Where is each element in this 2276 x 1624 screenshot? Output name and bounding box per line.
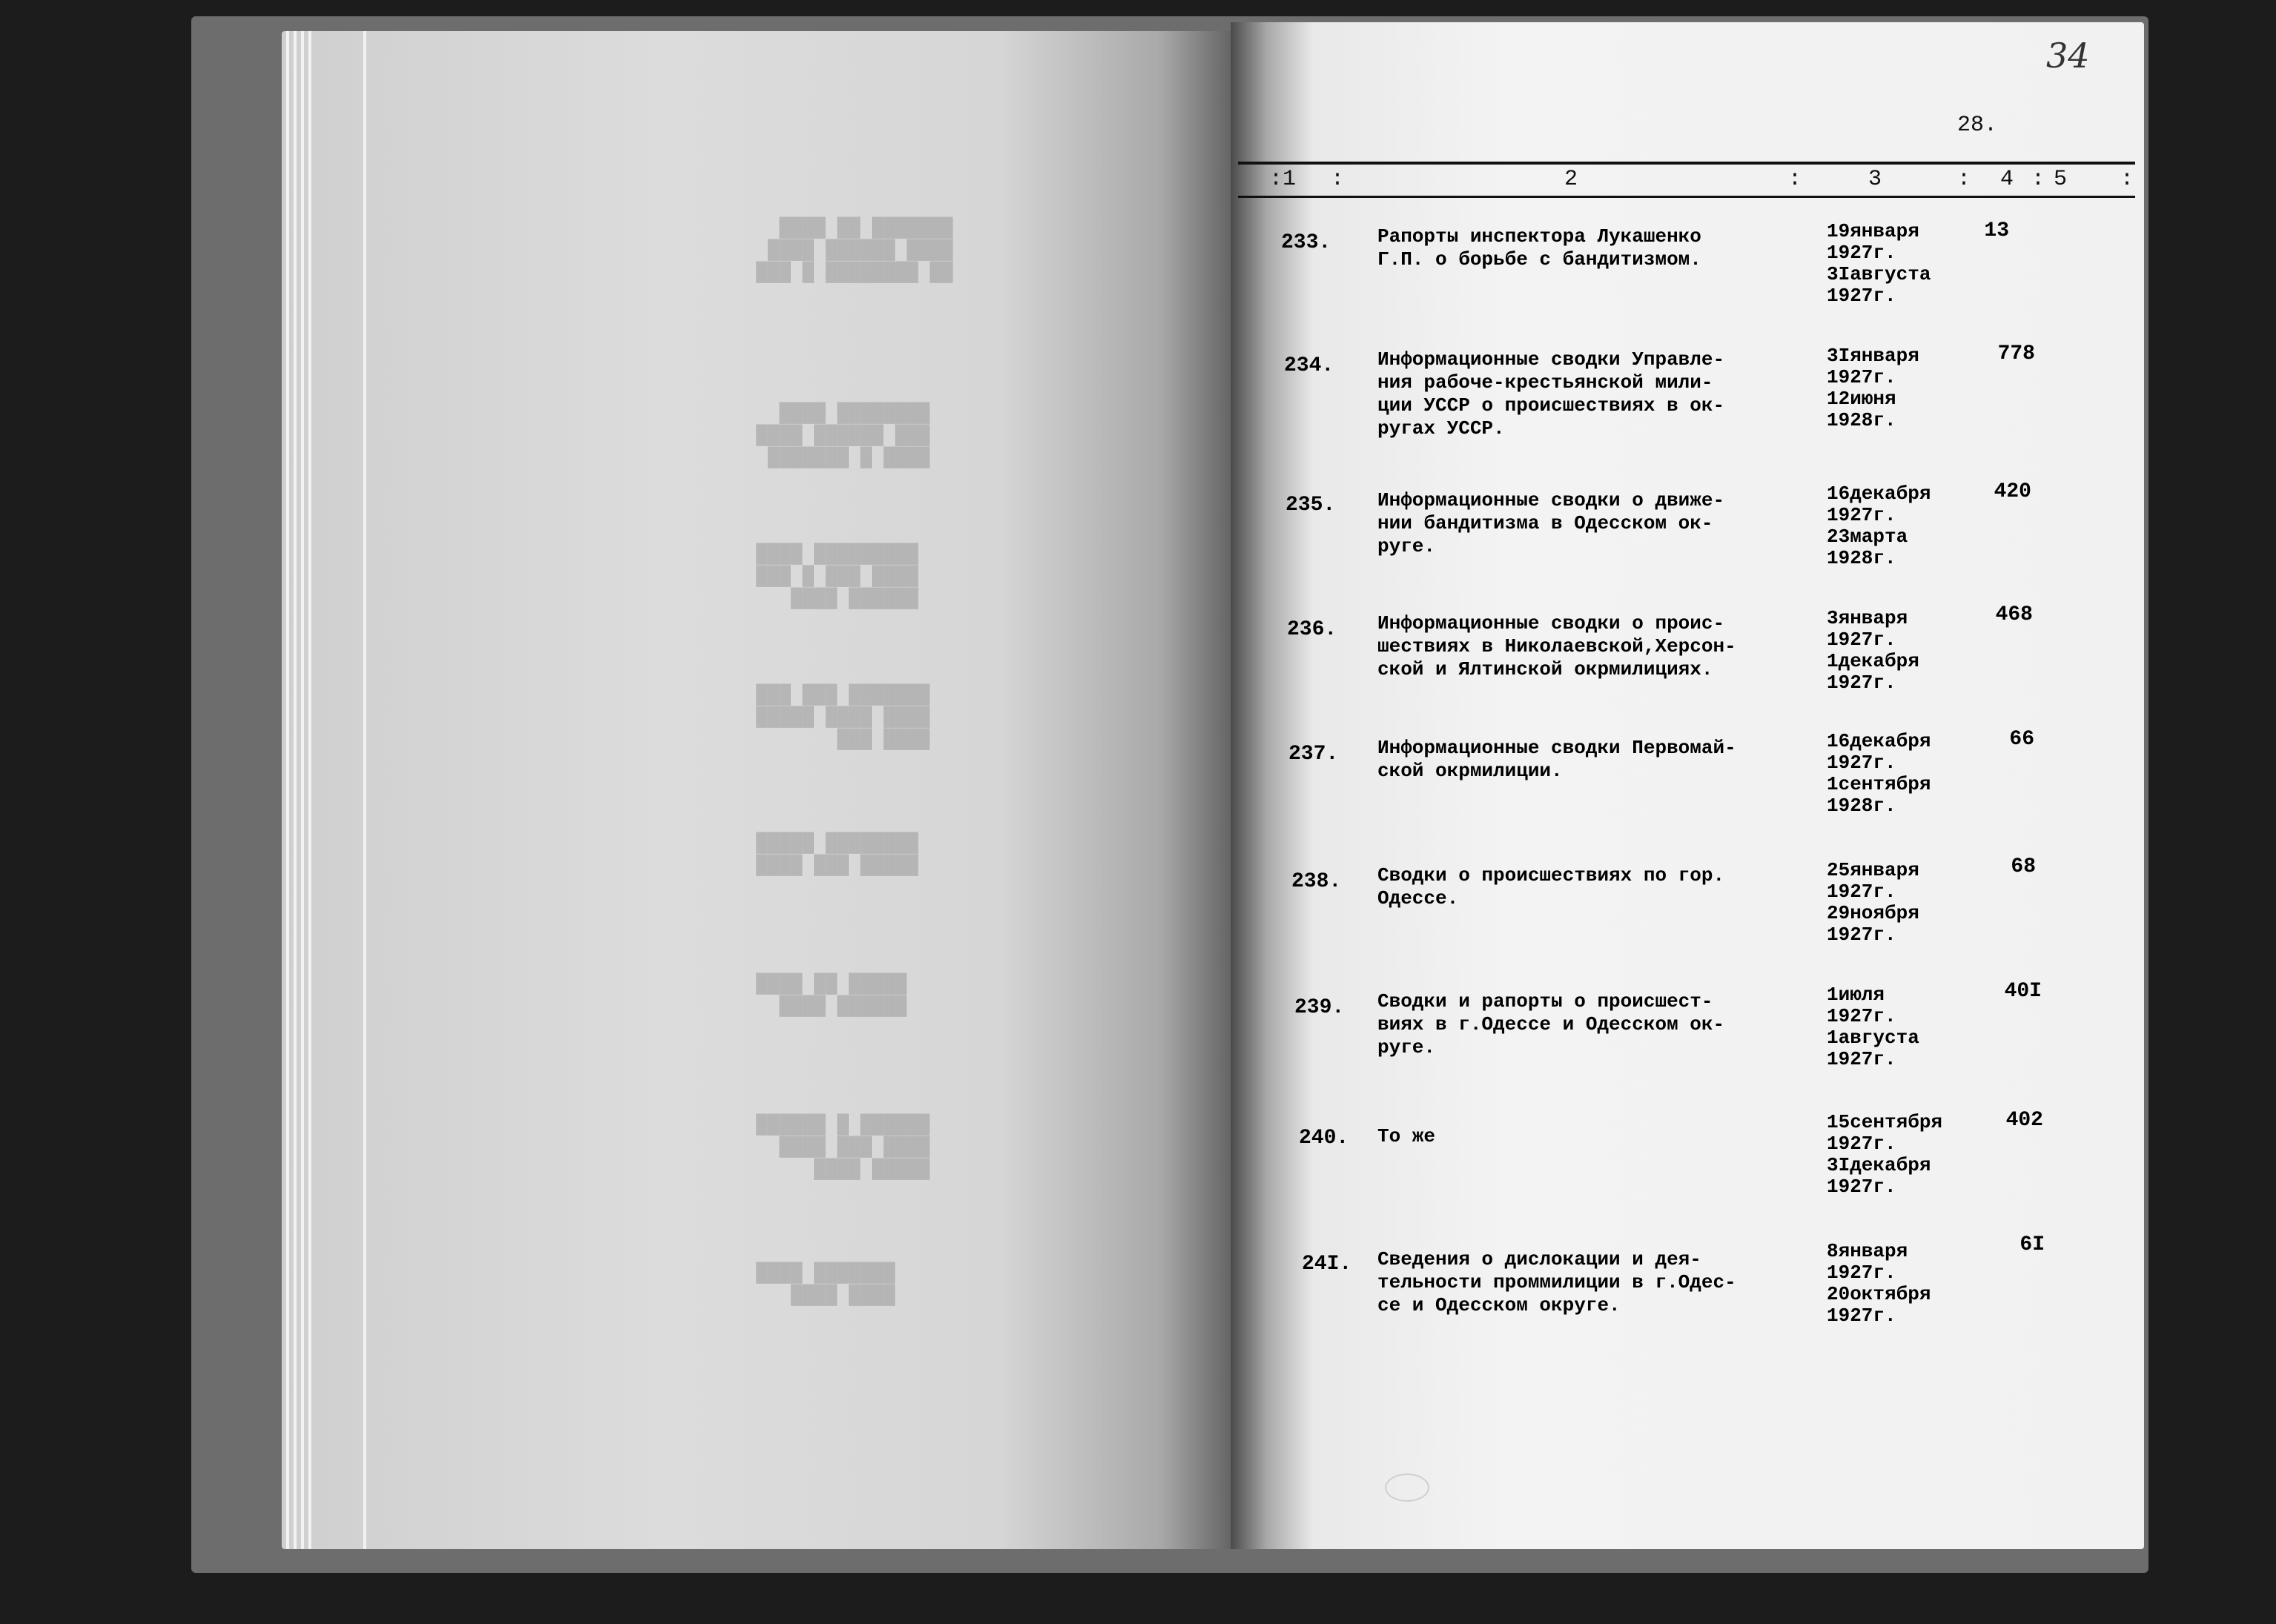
entry-dates: 15сентября 1927г. 3Iдекабря 1927г.	[1827, 1111, 1943, 1198]
entry-description: То же	[1377, 1125, 1436, 1147]
archive-sheet-number: 34	[2046, 36, 2090, 76]
page-edge	[363, 31, 366, 1549]
entry-number: 235.	[1286, 494, 1336, 517]
table-header-rule	[1238, 162, 2135, 165]
entry-number: 237.	[1288, 743, 1339, 766]
column-separator: :	[1269, 167, 1283, 192]
entry-dates: 8января 1927г. 20октября 1927г.	[1827, 1240, 1931, 1327]
mirrored-text: ███████ ████ ████ ████	[756, 1262, 896, 1306]
column-header: 3	[1868, 167, 1882, 192]
faint-stamp-mark	[1385, 1474, 1429, 1502]
entry-dates: 3января 1927г. 1декабря 1927г.	[1827, 607, 1919, 694]
entry-description: Информационные сводки Первомай- ской окрмилиции.	[1377, 737, 1736, 782]
column-header: 2	[1564, 167, 1578, 192]
entry-sheet-count: 6I	[2019, 1233, 2045, 1256]
entry-description: Информационные сводки о проис- шествиях в Николаевской,Херсон- ской и Ялтинской окрмилициях.	[1377, 612, 1736, 680]
entry-dates: 1июля 1927г. 1августа 1927г.	[1827, 984, 1919, 1070]
entry-number: 236.	[1287, 618, 1337, 641]
column-header: 5	[2054, 167, 2068, 192]
mirrored-text: ████████ ████ ███ ██████ ████ ████ █ ███████	[756, 402, 930, 468]
page-edge	[308, 31, 311, 1549]
table-header-rule	[1238, 196, 2135, 198]
entry-sheet-count: 40I	[2004, 980, 2042, 1003]
mirrored-text: ██████ █ ██████ ████ ███ ████ █████ ████	[756, 1113, 930, 1180]
entry-description: Сводки и рапорты о происшест- виях в г.Одессе и Одесском ок- руге.	[1377, 990, 1725, 1058]
entry-description: Рапорты инспектора Лукашенко Г.П. о борьбе с бандитизмом.	[1377, 225, 1701, 271]
column-separator: :	[1331, 167, 1345, 192]
mirrored-text: █████ ██ ████ ██████ ████	[756, 972, 907, 1017]
entry-dates: 16декабря 1927г. 23марта 1928г.	[1827, 483, 1931, 569]
mirrored-text: ███████ ██ ████ ████ ██████ ████ ██ ████████ █ ███	[756, 216, 953, 283]
page-number: 28.	[1957, 113, 1998, 138]
entry-number: 24I.	[1302, 1253, 1352, 1276]
entry-sheet-count: 68	[2011, 855, 2036, 878]
entry-description: Сведения о дислокации и дея- тельности проммилиции в г.Одес- се и Одесском округе.	[1377, 1248, 1736, 1316]
column-separator: :	[2120, 167, 2134, 192]
entry-number: 238.	[1291, 870, 1342, 893]
entry-number: 234.	[1284, 354, 1334, 377]
entry-description: Информационные сводки Управле- ния рабоче-крестьянской мили- ции УССР о происшествиях в ок- ругах УССР.	[1377, 348, 1725, 440]
mirrored-text: ████████ █████ █████ ███ ████	[756, 832, 919, 876]
mirrored-text: █████████ ████ ████ ███ █ ███ ██████ ████	[756, 543, 919, 609]
column-header: 1	[1283, 167, 1297, 192]
page-edge	[286, 31, 289, 1549]
column-separator: :	[2031, 167, 2045, 192]
entry-number: 239.	[1294, 996, 1345, 1019]
mirrored-text: ███████ ███ ███ ████ ████ █████ ████ ███	[756, 683, 930, 750]
entry-sheet-count: 13	[1984, 219, 2009, 242]
entry-dates: 3Iянваря 1927г. 12июня 1928г.	[1827, 345, 1919, 431]
entry-description: Сводки о происшествиях по гор. Одессе.	[1377, 864, 1725, 909]
entry-dates: 19января 1927г. 3Iавгуста 1927г.	[1827, 220, 1931, 307]
column-separator: :	[1957, 167, 1971, 192]
page-edge	[294, 31, 297, 1549]
entry-sheet-count: 778	[1997, 342, 2035, 365]
left-page-show-through	[282, 31, 1238, 1549]
entry-number: 233.	[1281, 231, 1331, 254]
entry-sheet-count: 66	[2009, 728, 2034, 751]
entry-sheet-count: 402	[2005, 1109, 2043, 1132]
entry-number: 240.	[1299, 1127, 1349, 1150]
entry-dates: 25января 1927г. 29ноября 1927г.	[1827, 859, 1919, 946]
entry-sheet-count: 468	[1995, 603, 2033, 626]
column-separator: :	[1788, 167, 1802, 192]
column-header: 4	[2000, 167, 2014, 192]
entry-description: Информационные сводки о движе- нии бандитизма в Одесском ок- руге.	[1377, 489, 1725, 557]
page-edge	[301, 31, 304, 1549]
entry-sheet-count: 420	[1994, 480, 2031, 503]
entry-dates: 16декабря 1927г. 1сентября 1928г.	[1827, 730, 1931, 817]
